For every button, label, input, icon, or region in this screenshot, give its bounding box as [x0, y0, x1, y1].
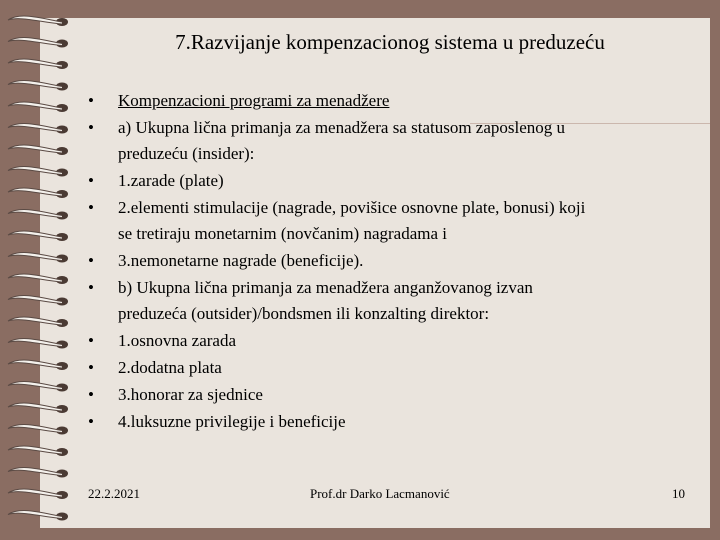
bullet-item [85, 328, 685, 354]
binding-ring [8, 360, 62, 368]
bullet-text: preduzeću (insider): [118, 144, 255, 163]
bullet-item [85, 275, 685, 327]
bullet-list [85, 88, 685, 436]
spiral-binding-icon [0, 0, 80, 540]
binding-ring [8, 382, 62, 390]
bullet-text: b) Ukupna lična primanja za menadžera anganžovanog izvan [118, 278, 533, 297]
binding-ring [8, 16, 62, 24]
bullet-item [85, 355, 685, 381]
bullet-text: se tretiraju monetarnim (novčanim) nagradama i [118, 224, 448, 243]
bullet-text: 3.nemonetarne nagrade (beneficije). [118, 251, 364, 270]
binding-ring [8, 446, 62, 454]
binding-ring [8, 102, 62, 110]
bullet-dot: • [88, 358, 94, 377]
bullet-item [85, 409, 685, 435]
bullet-text: 4.luksuzne privilegije i beneficije [118, 412, 346, 431]
binding-ring [8, 167, 62, 175]
bullet-text: 2.elementi stimulacije (nagrade, povišice osnovne plate, bonusi) koji [118, 198, 586, 217]
bullet-dot: • [88, 331, 94, 350]
binding-ring [8, 403, 62, 411]
binding-ring [8, 511, 62, 519]
bullet-item [85, 195, 685, 247]
bullet-dot: • [88, 278, 94, 297]
binding-ring [8, 253, 62, 261]
binding-ring [8, 468, 62, 476]
bullet-text: 2.dodatna plata [118, 358, 222, 377]
bullet-text: 3.honorar za sjednice [118, 385, 263, 404]
bullet-dot: • [88, 171, 94, 190]
binding-ring [8, 339, 62, 347]
bullet-dot: • [88, 385, 94, 404]
bullet-item [85, 382, 685, 408]
slide-title: 7.Razvijanje kompenzacionog sistema u preduzeću [175, 30, 605, 54]
binding-ring [8, 81, 62, 89]
bullet-dot: • [88, 91, 94, 110]
bullet-dot: • [88, 412, 94, 431]
bullet-item [85, 248, 685, 274]
binding-ring [8, 59, 62, 67]
bullet-text: a) Ukupna lična primanja za menadžera sa statusom zaposlenog u [118, 118, 566, 137]
bullet-text: preduzeća (outsider)/bondsmen ili konzalting direktor: [118, 304, 490, 323]
binding-ring [8, 231, 62, 239]
binding-ring [8, 210, 62, 218]
binding-ring [8, 489, 62, 497]
binding-ring [8, 274, 62, 282]
bullet-item [85, 115, 685, 167]
bullet-dot: • [88, 198, 94, 217]
binding-ring [8, 124, 62, 132]
bullet-text: 1.zarade (plate) [118, 171, 224, 190]
binding-ring [8, 145, 62, 153]
footer-date: 22.2.2021 [88, 486, 140, 501]
bullet-dot: • [88, 118, 94, 137]
binding-ring [8, 38, 62, 46]
binding-ring [8, 317, 62, 325]
bullet-text: 1.osnovna zarada [118, 331, 237, 350]
bullet-text: Kompenzacioni programi za menadžere [118, 91, 390, 110]
binding-ring [8, 188, 62, 196]
binding-ring [8, 296, 62, 304]
page-number: 10 [672, 486, 685, 501]
binding-ring [8, 425, 62, 433]
footer-author: Prof.dr Darko Lacmanović [310, 486, 450, 501]
bullet-dot: • [88, 251, 94, 270]
bullet-item [85, 88, 685, 114]
bullet-item [85, 168, 685, 194]
